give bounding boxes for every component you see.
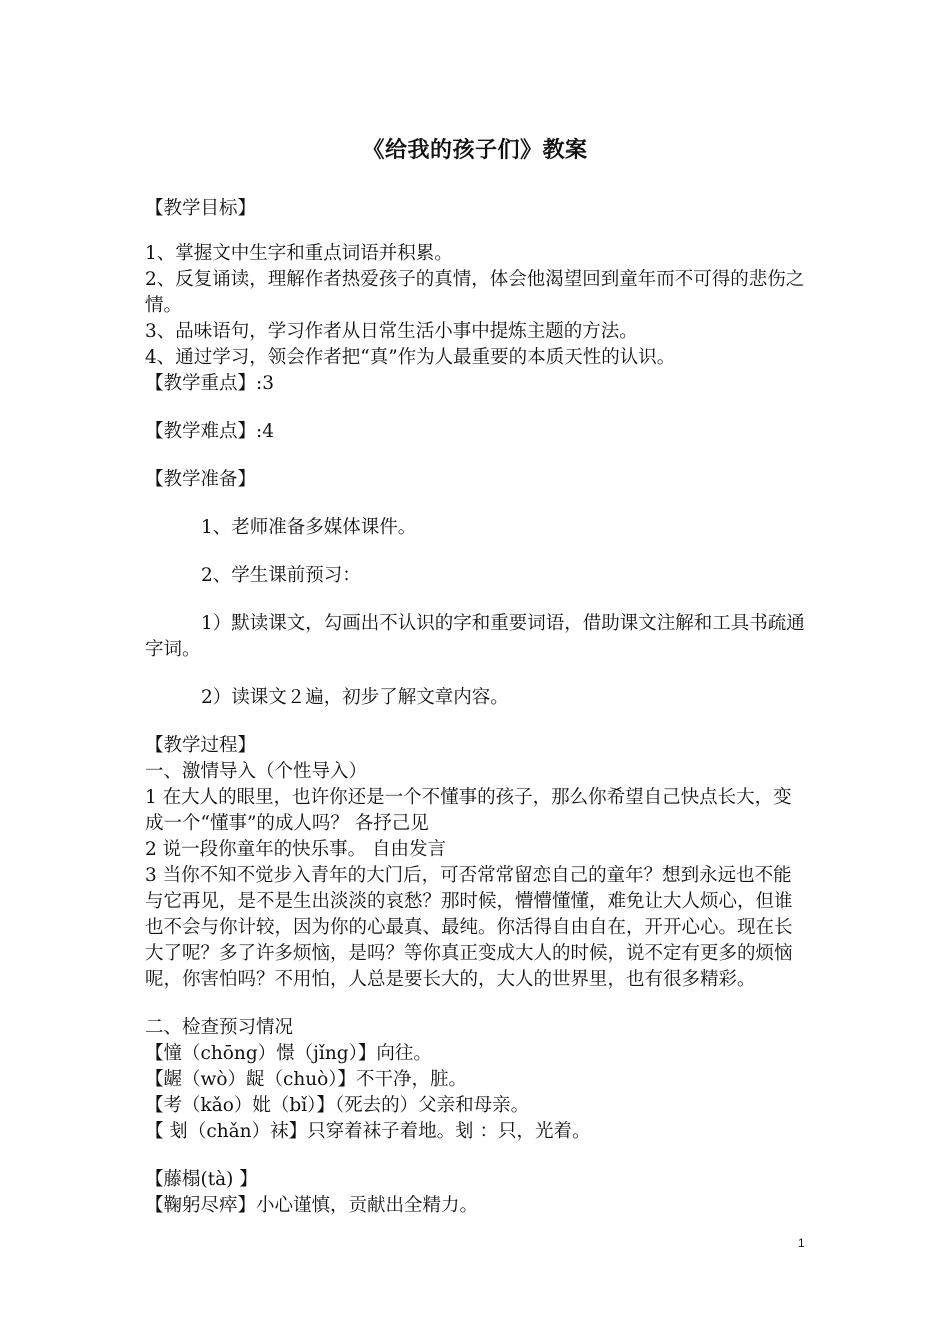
vocab-item-2: 【龌（wò）龊（chuò）】不干净，脏。 [145,1069,468,1090]
part1-item-3: 3 当你不知不觉步入青年的大门后，可否常常留恋自己的童年？想到永远也不能与它再见，是不是生出淡淡的哀愁？那时候，懵懵懂懂，难免让大人烦心，但谁也不会与你计较，因为你的心最真、最纯。你活得自由自在，开开心心。现在长大了呢？多了许多烦恼，是吗？等你真正变成大人的时候，说不定有更多的烦恼呢，你害怕吗？不用怕，人总是要长大的，大人的世界里，也有很多精彩。 [145,865,793,990]
goal-item-4: 4、通过学习，领会作者把“真”作为人最重要的本质天性的认识。 [145,347,676,368]
vocab-item-3: 【考（kǎo）妣（bǐ）】（死去的）父亲和母亲。 [145,1095,530,1116]
key-points: 【教学重点】:3 [145,373,275,394]
vocab-item-4: 【 刬（chǎn）袜】只穿着袜子着地。刬 ：只，光着。 [145,1121,591,1142]
prep-heading: 【教学准备】 [145,469,257,490]
difficult-points: 【教学难点】:4 [145,421,275,442]
prep-item-3: 1）默读课文，勾画出不认识的字和重要词语，借助课文注解和工具书疏通字词。 [145,613,805,660]
vocab-item-6: 【鞠躬尽瘁】小心谨慎，贡献出全精力。 [145,1195,479,1216]
goals-heading: 【教学目标】 [145,198,257,219]
prep-item-4: 2）读课文２遍，初步了解文章内容。 [201,687,509,708]
goal-item-3: 3、品味语句，学习作者从日常生活小事中提炼主题的方法。 [145,321,638,342]
process-heading: 【教学过程】 [145,735,257,756]
vocab-item-1: 【憧（chōng）憬（jǐng）】向往。 [145,1043,432,1064]
document-title: 《给我的孩子们》教案 [362,137,588,163]
prep-item-2: 2、学生课前预习： [201,565,361,586]
goal-item-2: 2、反复诵读，理解作者热爱孩子的真情，体会他渴望回到童年而不可得的悲伤之情。 [145,269,805,316]
part1-heading: 一、激情导入（个性导入） [145,761,368,782]
page-number: 1 [798,1236,805,1250]
part2-heading: 二、检查预习情况 [145,1017,294,1038]
goal-item-1: 1、掌握文中生字和重点词语并积累。 [145,243,453,264]
part1-item-2: 2 说一段你童年的快乐事。 自由发言 [145,839,447,860]
part1-item-1: 1 在大人的眼里，也许你还是一个不懂事的孩子，那么你希望自己快点长大，变成一个“懂事”的成人吗？ 各抒己见 [145,787,792,834]
vocab-item-5: 【藤榻(tà) 】 [145,1169,258,1190]
document-body [145,196,810,1219]
prep-item-1: 1、老师准备多媒体课件。 [201,517,417,538]
